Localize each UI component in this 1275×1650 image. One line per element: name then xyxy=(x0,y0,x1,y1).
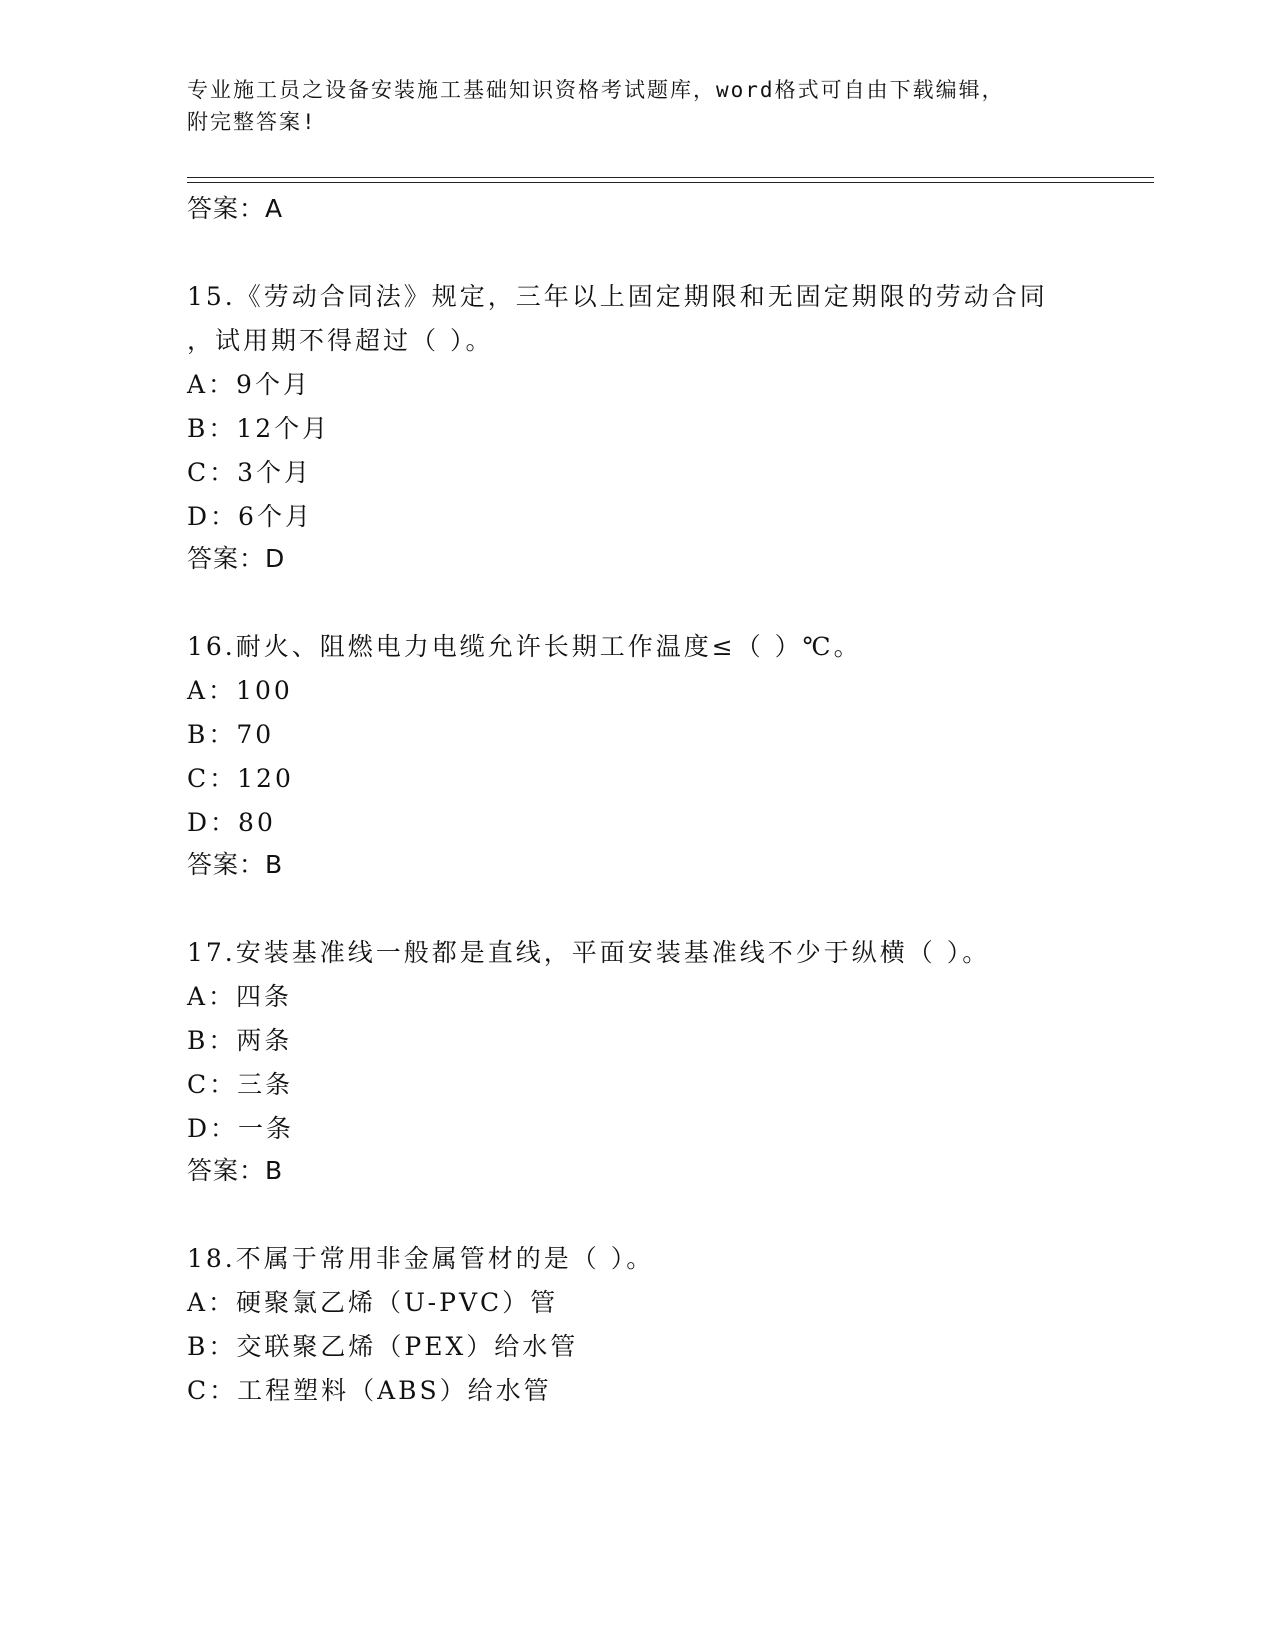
question-17-option-b: B：两条 xyxy=(187,1026,293,1055)
question-17-option-d: D：一条 xyxy=(187,1114,295,1143)
question-15-option-d: D：6个月 xyxy=(187,502,313,531)
question-16-option-c: C：120 xyxy=(187,764,294,793)
header-divider-top xyxy=(187,177,1154,178)
header-divider-bottom xyxy=(187,182,1154,183)
question-15-stem-line-2: ，试用期不得超过（ ）。 xyxy=(187,326,494,355)
question-18-option-c: C：工程塑料（ABS）给水管 xyxy=(187,1376,552,1405)
question-16-stem: 16.耐火、阻燃电力电缆允许长期工作温度≤（ ）℃。 xyxy=(187,632,862,661)
question-18-option-b: B：交联聚乙烯（PEX）给水管 xyxy=(187,1332,579,1361)
question-15-option-b: B：12个月 xyxy=(187,414,331,443)
question-18-stem: 18.不属于常用非金属管材的是（ ）。 xyxy=(187,1244,655,1273)
header-line-1: 专业施工员之设备安装施工基础知识资格考试题库，word格式可自由下载编辑， xyxy=(187,78,1005,102)
question-18-option-a: A：硬聚氯乙烯（U-PVC）管 xyxy=(187,1288,559,1317)
question-17-option-c: C：三条 xyxy=(187,1070,294,1099)
header-line-2: 附完整答案! xyxy=(187,110,317,134)
question-15-answer: 答案：D xyxy=(187,544,286,573)
question-17-answer: 答案：B xyxy=(187,1156,284,1185)
question-17-option-a: A：四条 xyxy=(187,982,293,1011)
question-16-option-a: A：100 xyxy=(187,676,293,705)
question-15-option-c: C：3个月 xyxy=(187,458,313,487)
question-17-stem: 17.安装基准线一般都是直线，平面安装基准线不少于纵横（ ）。 xyxy=(187,938,991,967)
question-16-answer: 答案：B xyxy=(187,850,284,879)
question-16-option-d: D：80 xyxy=(187,808,276,837)
document-header xyxy=(187,74,1087,138)
previous-answer: 答案：A xyxy=(187,194,284,223)
question-15-option-a: A：9个月 xyxy=(187,370,311,399)
question-16-option-b: B：70 xyxy=(187,720,275,749)
question-15-stem-line-1: 15.《劳动合同法》规定，三年以上固定期限和无固定期限的劳动合同 xyxy=(187,282,1048,311)
